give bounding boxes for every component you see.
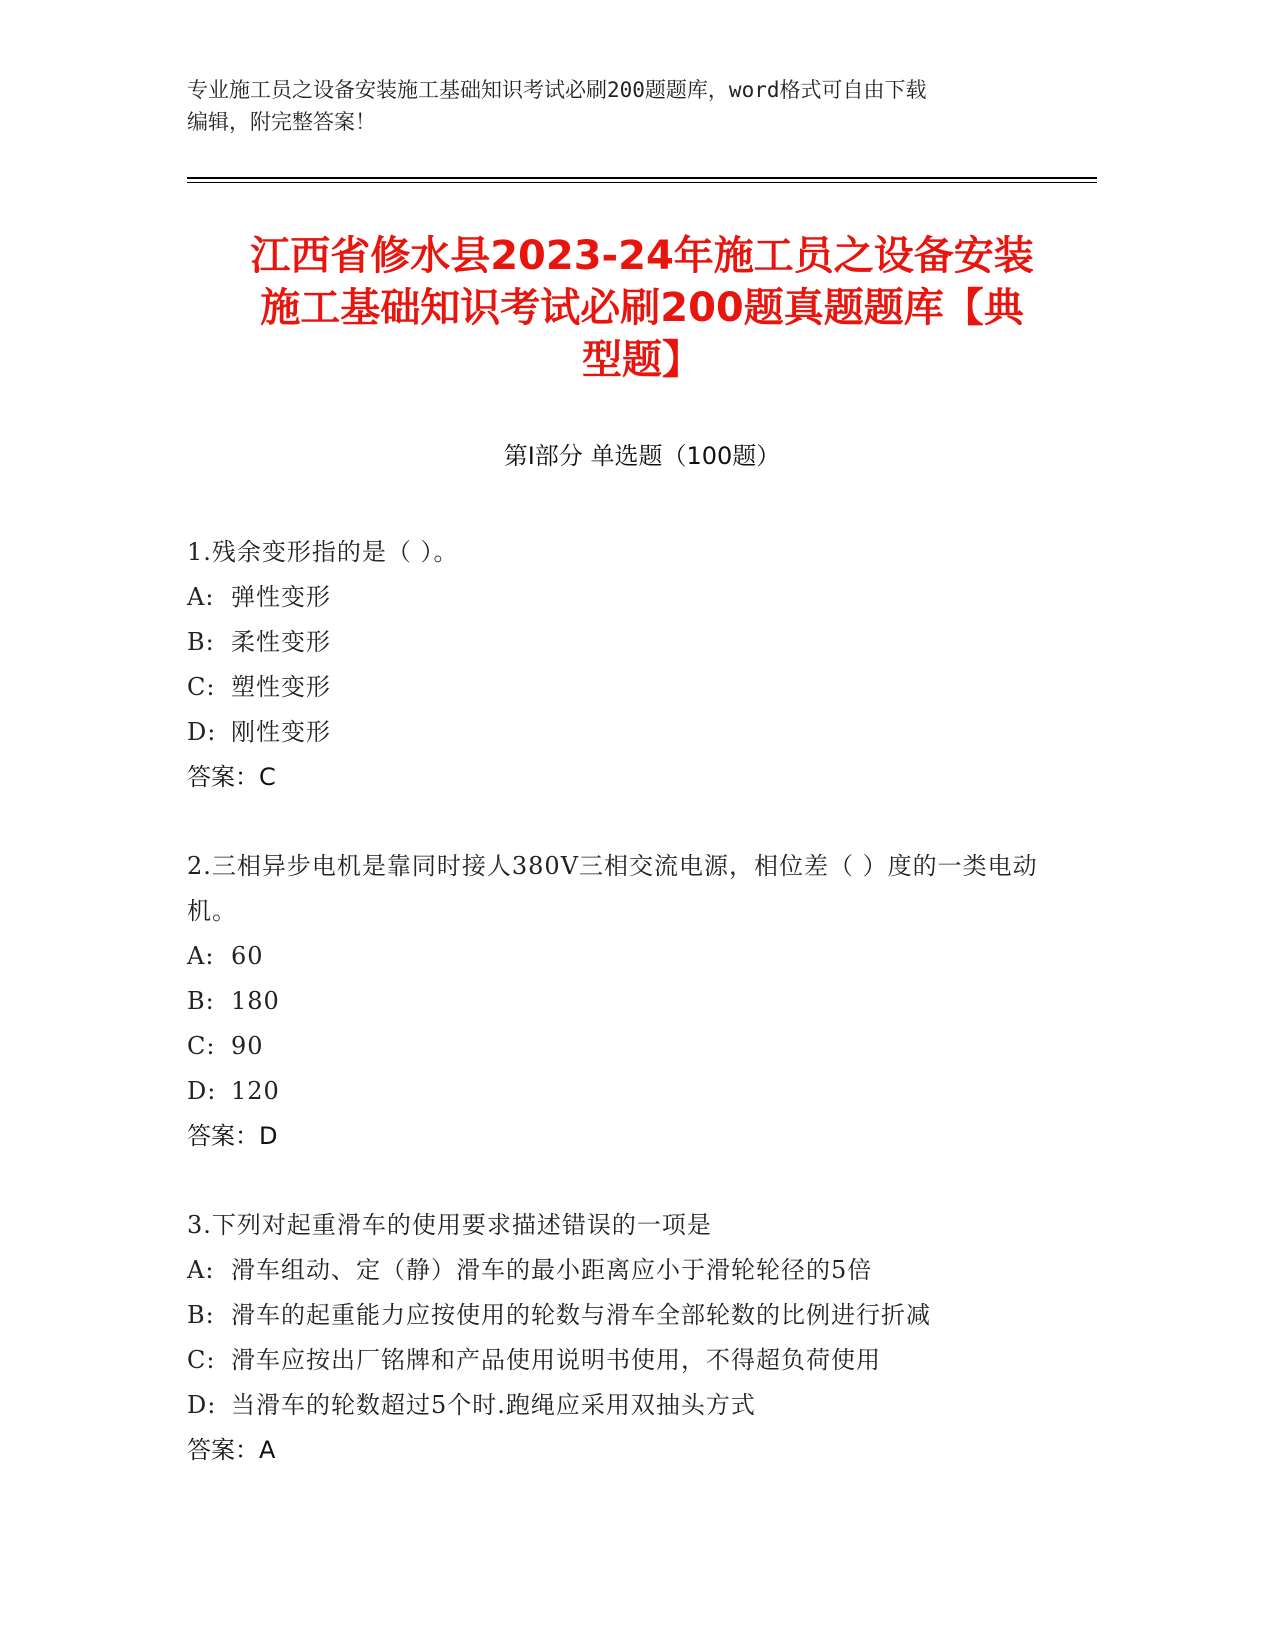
header-line-1: 专业施工员之设备安装施工基础知识考试必刷200题题库，word格式可自由下载	[187, 78, 927, 102]
question-3	[187, 1203, 1087, 1473]
option-d	[187, 1383, 1087, 1428]
option-a	[187, 575, 1087, 620]
title-line-1: 江西省修水县2023-24年施工员之设备安装	[250, 233, 1034, 279]
answer: 答案：D	[187, 1122, 278, 1150]
option-b	[187, 620, 1087, 665]
answer: 答案：C	[187, 763, 276, 791]
question-list	[187, 530, 1087, 1517]
answer: 答案：A	[187, 1436, 276, 1464]
option-d	[187, 710, 1087, 755]
question-1	[187, 530, 1087, 800]
option-text: 滑车的起重能力应按使用的轮数与滑车全部轮数的比例进行折减	[231, 1301, 931, 1329]
option-letter: B:	[187, 628, 215, 656]
option-text: 当滑车的轮数超过5个时.跑绳应采用双抽头方式	[231, 1391, 756, 1419]
title-line-3: 型题】	[582, 337, 702, 383]
option-letter: B:	[187, 987, 215, 1015]
option-text: 60	[231, 942, 264, 970]
option-letter: D:	[187, 718, 217, 746]
header-line-2: 编辑，附完整答案！	[187, 110, 376, 134]
option-letter: C:	[187, 1032, 216, 1060]
option-letter: A:	[187, 942, 215, 970]
header-divider-thick	[187, 177, 1097, 179]
option-b	[187, 979, 1087, 1024]
option-a	[187, 1248, 1087, 1293]
option-b	[187, 1293, 1087, 1338]
option-text: 塑性变形	[231, 673, 331, 701]
option-letter: D:	[187, 1077, 217, 1105]
option-c	[187, 1024, 1087, 1069]
option-letter: A:	[187, 1256, 215, 1284]
option-text: 弹性变形	[231, 583, 331, 611]
section-title: 第Ⅰ部分 单选题（100题）	[503, 442, 781, 470]
document-header	[187, 74, 1067, 138]
option-c	[187, 1338, 1087, 1383]
question-stem: 3.下列对起重滑车的使用要求描述错误的一项是	[187, 1211, 712, 1239]
header-divider-thin	[187, 182, 1097, 183]
option-letter: A:	[187, 583, 215, 611]
option-letter: D:	[187, 1391, 217, 1419]
question-2	[187, 844, 1087, 1159]
option-letter: C:	[187, 673, 216, 701]
option-letter: C:	[187, 1346, 216, 1374]
title-line-2: 施工基础知识考试必刷200题真题题库【典	[260, 285, 1024, 331]
option-d	[187, 1069, 1087, 1114]
option-letter: B:	[187, 1301, 215, 1329]
option-text: 滑车应按出厂铭牌和产品使用说明书使用，不得超负荷使用	[231, 1346, 881, 1374]
option-a	[187, 934, 1087, 979]
option-text: 180	[231, 987, 280, 1015]
option-text: 柔性变形	[231, 628, 331, 656]
option-c	[187, 665, 1087, 710]
document-title	[187, 230, 1097, 386]
option-text: 120	[231, 1077, 280, 1105]
option-text: 刚性变形	[231, 718, 331, 746]
option-text: 90	[231, 1032, 264, 1060]
question-stem: 1.残余变形指的是（ ）。	[187, 538, 459, 566]
option-text: 滑车组动、定（静）滑车的最小距离应小于滑轮轮径的5倍	[231, 1256, 873, 1284]
question-stem: 2.三相异步电机是靠同时接人380V三相交流电源，相位差（ ）度的一类电动机。	[187, 852, 1038, 925]
